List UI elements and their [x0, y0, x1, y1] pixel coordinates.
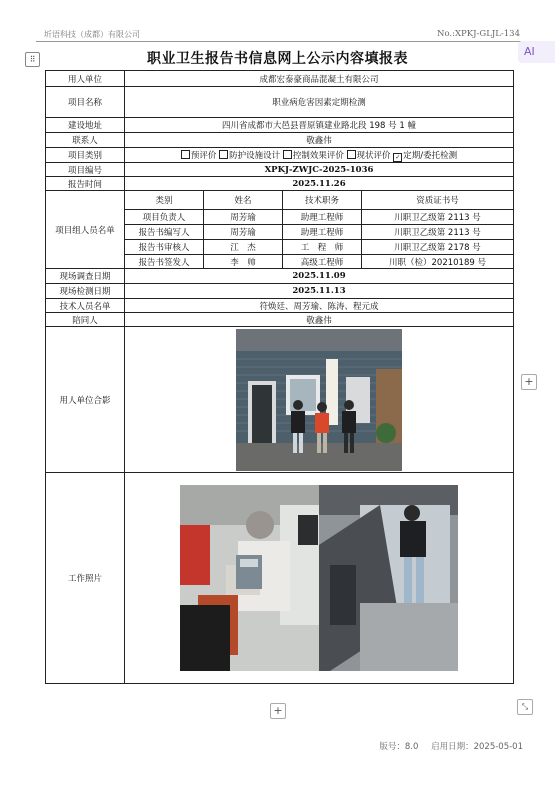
header-company: 圻语科技（成都）有限公司 — [44, 30, 140, 39]
team-role[interactable]: 项目负责人 — [125, 210, 204, 225]
category-options — [125, 148, 514, 163]
project-value[interactable]: 职业病危害因素定期检测 — [125, 87, 514, 118]
footer-date: 启用日期：2025-05-01 — [431, 742, 523, 752]
team-name[interactable]: 周芳瑜 — [204, 210, 283, 225]
team-role[interactable]: 报告书签发人 — [125, 255, 204, 269]
table-row — [46, 71, 514, 87]
table-row — [46, 191, 514, 210]
code-value[interactable]: XPKJ-ZWJC-2025-1036 — [125, 163, 514, 177]
team-cert[interactable]: 川职卫乙级第 2113 号 — [362, 210, 514, 225]
work-photo-label: 工作照片 — [46, 473, 125, 684]
table-row — [46, 148, 514, 163]
tech-value[interactable]: 符焕廷、周芳瑜、陈涛、程元成 — [125, 299, 514, 313]
add-column-plus-icon[interactable]: + — [521, 374, 537, 390]
add-row-plus-icon[interactable]: + — [270, 703, 286, 719]
table-resize-icon[interactable]: ⤡ — [517, 699, 533, 715]
escort-value[interactable]: 敬鑫伟 — [125, 313, 514, 327]
team-header-title: 技术职务 — [283, 191, 362, 210]
checkbox-icon[interactable] — [347, 150, 356, 159]
table-row — [46, 313, 514, 327]
team-header-name: 姓名 — [204, 191, 283, 210]
table-move-handle-icon[interactable]: ⠿ — [25, 52, 40, 67]
address-label: 建设地址 — [46, 118, 125, 133]
header-divider — [36, 41, 521, 42]
category-option-periodic-test[interactable]: ✓ 定期/委托检测 — [395, 150, 458, 161]
footer — [369, 740, 523, 752]
contact-value[interactable]: 敬鑫伟 — [125, 133, 514, 148]
team-title[interactable]: 助理工程师 — [283, 210, 362, 225]
table-row — [46, 299, 514, 313]
survey-date-value[interactable]: 2025.11.09 — [125, 269, 514, 284]
group-photo-label: 用人单位合影 — [46, 327, 125, 473]
table-row — [46, 163, 514, 177]
team-name[interactable]: 李 帅 — [204, 255, 283, 269]
work-photo-right — [319, 485, 458, 671]
table-row — [46, 327, 514, 473]
team-role[interactable]: 报告书编写人 — [125, 225, 204, 240]
category-option-control-eval[interactable]: 控制效果评价 — [283, 151, 344, 161]
category-label: 项目类别 — [46, 148, 125, 163]
team-name[interactable]: 周芳瑜 — [204, 225, 283, 240]
table-row — [46, 284, 514, 299]
table-row — [46, 118, 514, 133]
category-option-status-eval[interactable]: 现状评价 — [347, 151, 391, 161]
team-name[interactable]: 江 杰 — [204, 240, 283, 255]
test-date-label: 现场检测日期 — [46, 284, 125, 299]
survey-date-label: 现场调查日期 — [46, 269, 125, 284]
tech-label: 技术人员名单 — [46, 299, 125, 313]
team-title[interactable]: 工 程 师 — [283, 240, 362, 255]
report-time-value[interactable]: 2025.11.26 — [125, 177, 514, 191]
contact-label: 联系人 — [46, 133, 125, 148]
work-photo-cell — [125, 473, 514, 684]
team-header-role: 类别 — [125, 191, 204, 210]
escort-label: 陪同人 — [46, 313, 125, 327]
table-row — [46, 269, 514, 284]
team-title[interactable]: 高级工程师 — [283, 255, 362, 269]
table-row — [46, 473, 514, 684]
header-doc-number: No.:XPKJ-GLJL-134 — [437, 29, 520, 39]
report-time-label: 报告时间 — [46, 177, 125, 191]
table-row — [46, 133, 514, 148]
page-title: 职业卫生报告书信息网上公示内容填报表 — [147, 51, 408, 67]
footer-version: 版号：8.0 — [379, 742, 419, 752]
team-title[interactable]: 助理工程师 — [283, 225, 362, 240]
team-header-cert: 资质证书号 — [362, 191, 514, 210]
work-photos[interactable] — [180, 485, 458, 671]
ai-assistant-button[interactable]: AI — [518, 41, 555, 63]
project-label: 项目名称 — [46, 87, 125, 118]
code-label: 项目编号 — [46, 163, 125, 177]
work-photo-left — [180, 485, 319, 671]
team-cert[interactable]: 川职（检）20210189 号 — [362, 255, 514, 269]
category-option-protection-design[interactable]: 防护设施设计 — [219, 151, 280, 161]
disclosure-table — [45, 70, 514, 684]
checkbox-icon[interactable] — [181, 150, 190, 159]
team-label: 项目组人员名单 — [46, 191, 125, 269]
checkbox-icon[interactable] — [283, 150, 292, 159]
category-option-pre-eval[interactable]: 预评价 — [181, 151, 217, 161]
employer-label: 用人单位 — [46, 71, 125, 87]
employer-value[interactable]: 成都宏泰豪商品混凝土有限公司 — [125, 71, 514, 87]
table-row — [46, 177, 514, 191]
test-date-value[interactable]: 2025.11.13 — [125, 284, 514, 299]
table-row — [46, 87, 514, 118]
team-cert[interactable]: 川职卫乙级第 2113 号 — [362, 225, 514, 240]
group-photo-cell — [125, 327, 514, 473]
checkbox-icon[interactable] — [219, 150, 228, 159]
address-value[interactable]: 四川省成都市大邑县晋原镇建业路北段 198 号 1 幢 — [125, 118, 514, 133]
team-role[interactable]: 报告书审核人 — [125, 240, 204, 255]
group-photo[interactable] — [236, 329, 402, 471]
team-cert[interactable]: 川职卫乙级第 2178 号 — [362, 240, 514, 255]
checkbox-checked-icon[interactable]: ✓ — [395, 153, 401, 161]
